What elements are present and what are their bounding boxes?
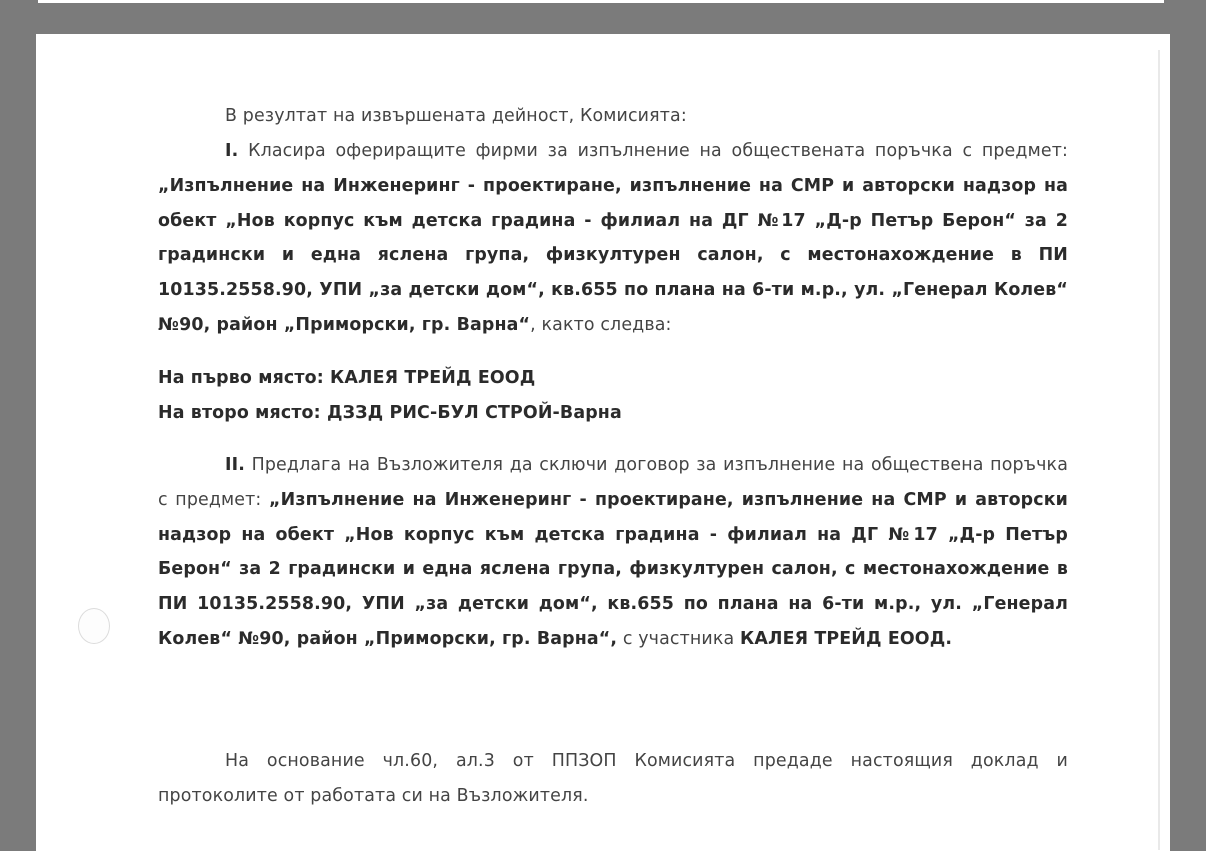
ranking-block [158, 361, 1068, 431]
page-shadow-edge [1158, 50, 1160, 850]
section-1 [158, 134, 1068, 343]
section-2-winner: КАЛЕЯ ТРЕЙД ЕООД. [740, 628, 953, 649]
ranking-first: На първо място: КАЛЕЯ ТРЕЙД ЕООД [158, 368, 536, 388]
section-2-numeral: II. [225, 455, 245, 475]
section-2-paragraph [158, 448, 1068, 657]
section-1-lead: Класира офериращите фирми за изпълнение на обществената поръчка с предмет: [248, 141, 1068, 161]
closing-text: На основание чл.60, ал.3 от ППЗОП Комисията предаде настоящия доклад и протоколите от работата си на Възложителя. [158, 751, 1068, 806]
section-1-subject: „Изпълнение на Инженеринг - проектиране, изпълнение на СМР и авторски надзор на обект „Нов корпус към детска градина - филиал на ДГ №17 „Д-р Петър Берон“ за 2 градински и една яслена група, физкултурен салон, с местонахождение в ПИ 10135.2558.90, УПИ „за детски дом“, кв.655 по плана на 6-ти м.р., ул. „Генерал Колев“ №90, район „Приморски, гр. Варна“ [158, 175, 1068, 335]
section-2-tail: с участника [622, 628, 735, 649]
section-1-paragraph [158, 134, 1068, 343]
closing-block [158, 744, 1068, 814]
previous-page-edge [38, 0, 1164, 3]
ranking-second: На второ място: ДЗЗД РИС-БУЛ СТРОЙ-Варна [158, 402, 622, 423]
section-2 [158, 448, 1068, 657]
intro-block [158, 99, 1068, 134]
document-page [36, 34, 1170, 851]
section-1-tail: , както следва: [530, 314, 672, 335]
section-1-numeral: I. [225, 141, 239, 161]
punch-hole [78, 608, 110, 644]
section-2-lead: Предлага на Възложителя да сключи договор за изпълнение на обществена поръчка с предмет: [158, 455, 1068, 510]
section-2-subject: „Изпълнение на Инженеринг - проектиране, изпълнение на СМР и авторски надзор на обект „Нов корпус към детска градина - филиал на ДГ №17 „Д-р Петър Берон“ за 2 градински и една яслена група, физкултурен салон, с местонахождение в ПИ 10135.2558.90, УПИ „за детски дом“, кв.655 по плана на 6-ти м.р., ул. „Генерал Колев“ №90, район „Приморски, гр. Варна“, [158, 489, 1069, 649]
intro-text: В резултат на извършената дейност, Комисията: [225, 106, 687, 126]
